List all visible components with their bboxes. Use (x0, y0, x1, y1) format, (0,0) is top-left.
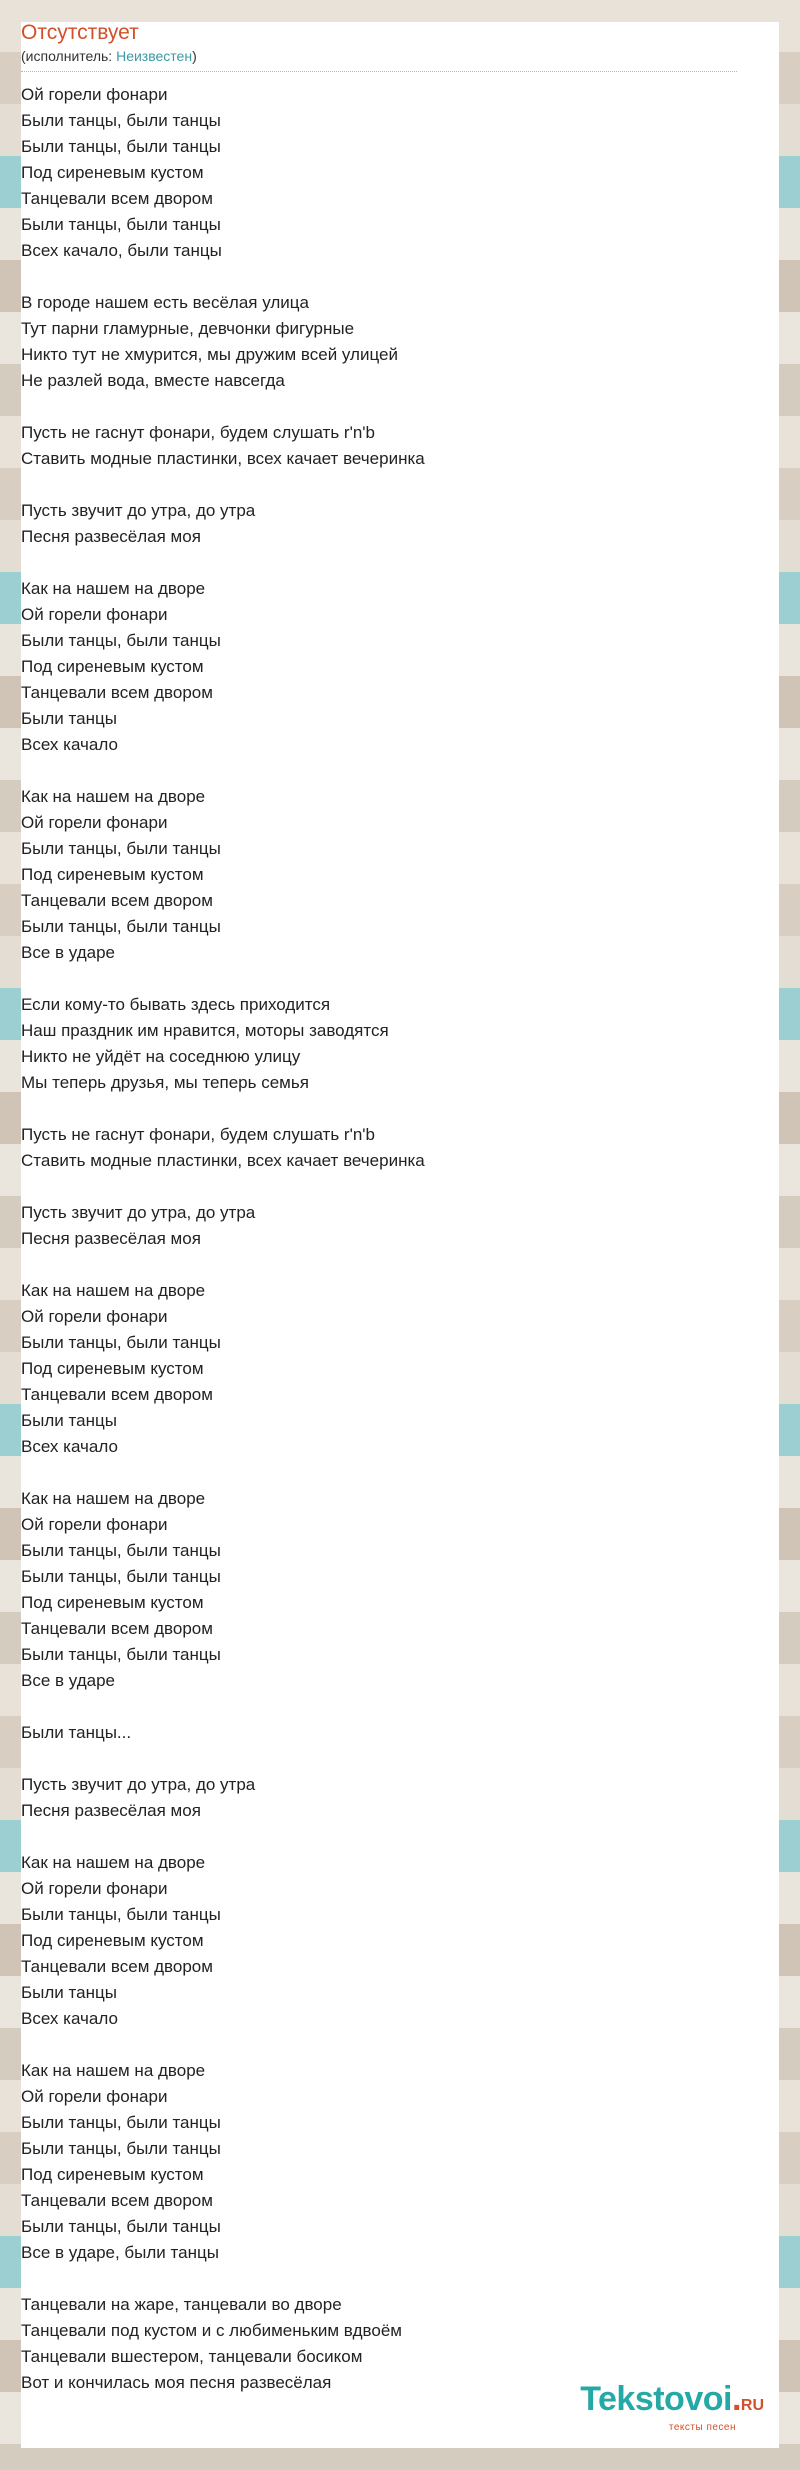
lyrics-line: Все в ударе (21, 1671, 115, 1690)
logo-dot: . (731, 2380, 741, 2418)
lyrics-line: Всех качало (21, 735, 118, 754)
lyrics-stanza (21, 1200, 737, 1252)
lyrics-stanza (21, 1486, 737, 1694)
lyrics-line: Не разлей вода, вместе навсегда (21, 371, 285, 390)
lyrics-line: Танцевали под кустом и с любименьким вдвоём (21, 2321, 402, 2340)
logo-tld: RU (740, 2397, 764, 2414)
lyrics-line: Ой горели фонари (21, 1307, 168, 1326)
lyrics-stanza (21, 1122, 737, 1174)
lyrics-line: Под сиреневым кустом (21, 2165, 204, 2184)
lyrics-line: Как на нашем на дворе (21, 579, 206, 598)
lyrics-line: Под сиреневым кустом (21, 1593, 204, 1612)
lyrics-line: Ой горели фонари (21, 85, 168, 104)
lyrics-line: Были танцы, были танцы (21, 2139, 221, 2158)
logo-name: Tekstovoi (580, 2380, 732, 2418)
lyrics-line: Под сиреневым кустом (21, 163, 204, 182)
lyrics-line: Пусть звучит до утра, до утра (21, 1775, 256, 1794)
lyrics-stanza (21, 2058, 737, 2266)
lyrics-line: Вот и кончилась моя песня развесёлая (21, 2373, 332, 2392)
lyrics-line: Мы теперь друзья, мы теперь семья (21, 1073, 309, 1092)
lyrics-line: Танцевали всем двором (21, 189, 213, 208)
lyrics-line: Пусть звучит до утра, до утра (21, 1203, 256, 1222)
lyrics-line: Всех качало (21, 2009, 118, 2028)
logo-wordmark (580, 2381, 764, 2424)
lyrics-stanza (21, 992, 737, 1096)
lyrics-line: Если кому-то бывать здесь приходится (21, 995, 331, 1014)
lyrics-line: Как на нашем на дворе (21, 787, 206, 806)
lyrics-line: Были танцы (21, 1983, 117, 2002)
lyrics-line: В городе нашем есть весёлая улица (21, 293, 309, 312)
lyrics-line: Танцевали всем двором (21, 2191, 213, 2210)
lyrics-line: Были танцы... (21, 1723, 132, 1742)
lyrics-line: Были танцы, были танцы (21, 839, 221, 858)
artist-byline (21, 47, 737, 72)
lyrics-stanza (21, 498, 737, 550)
lyrics-line: Тут парни гламурные, девчонки фигурные (21, 319, 355, 338)
lyrics-line: Были танцы, были танцы (21, 111, 221, 130)
song-header (21, 20, 737, 72)
lyrics-line: Как на нашем на дворе (21, 1489, 206, 1508)
lyrics-line: Были танцы, были танцы (21, 1905, 221, 1924)
lyrics-stanza (21, 1278, 737, 1460)
lyrics-line: Все в ударе, были танцы (21, 2243, 219, 2262)
lyrics-line: Были танцы, были танцы (21, 137, 221, 156)
site-logo[interactable] (580, 2381, 764, 2433)
lyrics-line: Танцевали всем двором (21, 891, 213, 910)
lyrics-line: Песня развесёлая моя (21, 527, 201, 546)
lyrics-line: Пусть звучит до утра, до утра (21, 501, 256, 520)
lyrics-line: Ой горели фонари (21, 1879, 168, 1898)
lyrics-stanza (21, 784, 737, 966)
artist-link[interactable]: Неизвестен (116, 48, 193, 64)
lyrics-line: Были танцы, были танцы (21, 1645, 221, 1664)
byline-prefix: (исполнитель: (21, 48, 117, 64)
lyrics-line: Как на нашем на дворе (21, 1853, 206, 1872)
lyrics-stanza (21, 1850, 737, 2032)
lyrics-line: Как на нашем на дворе (21, 2061, 206, 2080)
lyrics-stanza (21, 1720, 737, 1746)
lyrics-line: Ой горели фонари (21, 605, 168, 624)
lyrics-line: Были танцы, были танцы (21, 2217, 221, 2236)
song-title: Отсутствует (21, 21, 139, 44)
lyrics-line: Танцевали всем двором (21, 1385, 213, 1404)
lyrics-line: Никто тут не хмурится, мы дружим всей улицей (21, 345, 398, 364)
lyrics-line: Как на нашем на дворе (21, 1281, 206, 1300)
lyrics-line: Были танцы (21, 1411, 117, 1430)
lyrics-line: Танцевали на жаре, танцевали во дворе (21, 2295, 342, 2314)
lyrics-line: Танцевали всем двором (21, 1957, 213, 1976)
lyrics-line: Пусть не гаснут фонари, будем слушать r'n'b (21, 423, 375, 442)
lyrics-line: Были танцы, были танцы (21, 215, 221, 234)
lyrics-line: Песня развесёлая моя (21, 1801, 201, 1820)
lyrics-line: Пусть не гаснут фонари, будем слушать r'n'b (21, 1125, 375, 1144)
lyrics-line: Песня развесёлая моя (21, 1229, 201, 1248)
byline-suffix: ) (192, 48, 197, 64)
lyrics-line: Танцевали вшестером, танцевали босиком (21, 2347, 363, 2366)
lyrics-line: Танцевали всем двором (21, 683, 213, 702)
lyrics-line: Были танцы, были танцы (21, 2113, 221, 2132)
lyrics-stanza (21, 82, 737, 264)
lyrics-line: Были танцы, были танцы (21, 1333, 221, 1352)
lyrics-line: Ой горели фонари (21, 813, 168, 832)
lyrics-line: Под сиреневым кустом (21, 1931, 204, 1950)
lyrics-line: Были танцы (21, 709, 117, 728)
lyrics-line: Наш праздник им нравится, моторы заводятся (21, 1021, 389, 1040)
lyrics-text (21, 82, 737, 2422)
lyrics-stanza (21, 576, 737, 758)
lyrics-line: Были танцы, были танцы (21, 631, 221, 650)
lyrics-line: Всех качало (21, 1437, 118, 1456)
lyrics-line: Ой горели фонари (21, 2087, 168, 2106)
lyrics-line: Под сиреневым кустом (21, 865, 204, 884)
lyrics-line: Были танцы, были танцы (21, 1541, 221, 1560)
lyrics-line: Все в ударе (21, 943, 115, 962)
lyrics-stanza (21, 420, 737, 472)
lyrics-line: Под сиреневым кустом (21, 657, 204, 676)
lyrics-line: Танцевали всем двором (21, 1619, 213, 1638)
lyrics-line: Под сиреневым кустом (21, 1359, 204, 1378)
lyrics-line: Всех качало, были танцы (21, 241, 222, 260)
lyrics-line: Были танцы, были танцы (21, 917, 221, 936)
lyrics-line: Ставить модные пластинки, всех качает вечеринка (21, 1151, 425, 1170)
lyrics-stanza (21, 290, 737, 394)
lyrics-line: Были танцы, были танцы (21, 1567, 221, 1586)
lyrics-line: Ставить модные пластинки, всех качает вечеринка (21, 449, 425, 468)
lyrics-line: Ой горели фонари (21, 1515, 168, 1534)
logo-tagline: тексты песен (668, 2422, 736, 2433)
lyrics-line: Никто не уйдёт на соседнюю улицу (21, 1047, 301, 1066)
lyrics-stanza (21, 1772, 737, 1824)
